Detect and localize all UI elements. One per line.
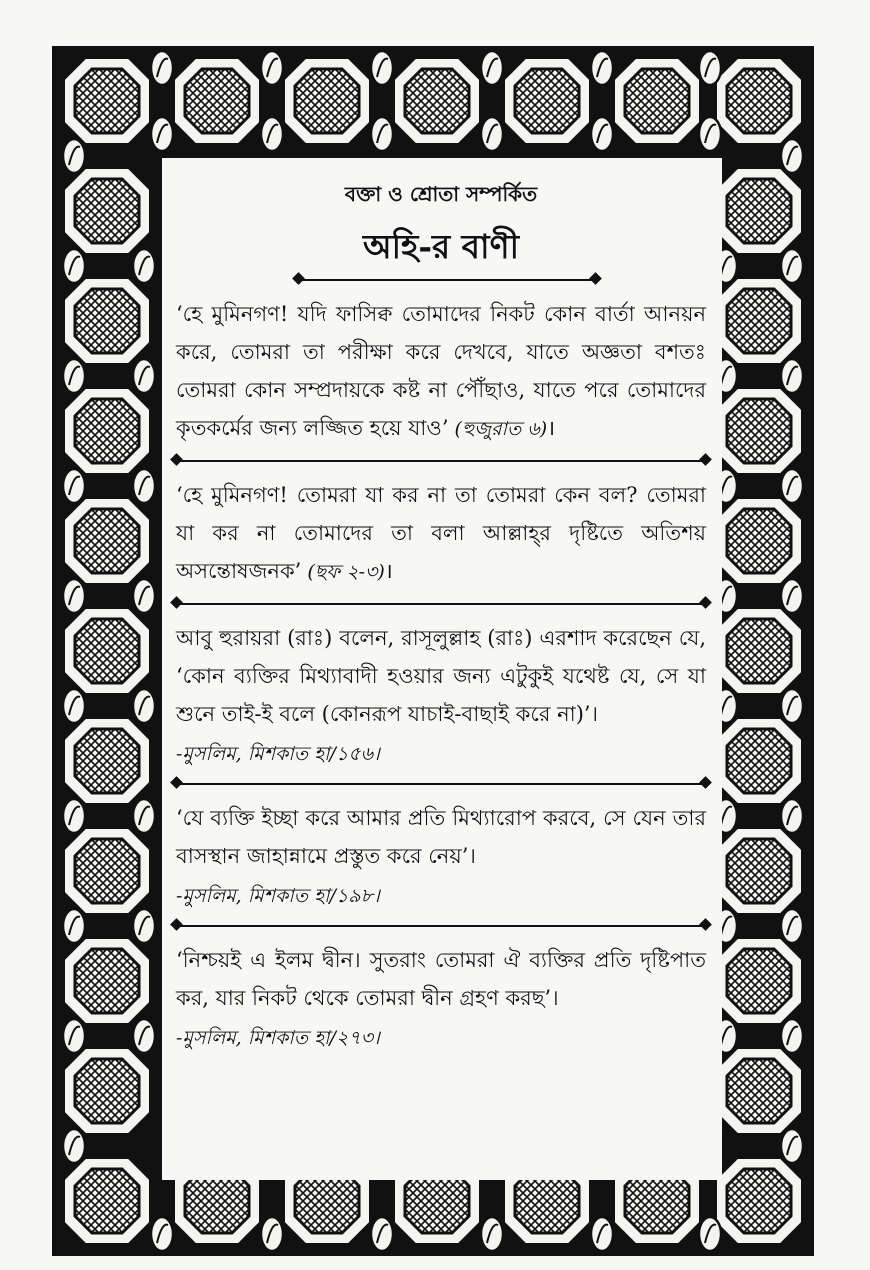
- section-divider: [176, 777, 706, 791]
- title-divider: [176, 273, 706, 287]
- reference: (হুজুরাত ৬): [448, 418, 548, 440]
- section-divider: [176, 597, 706, 611]
- page-subtitle: বক্তা ও শ্রোতা সম্পর্কিত: [344, 182, 538, 206]
- hadith-knowledge: ‘নিশ্চয়ই এ ইলম দ্বীন। সুতরাং তোমরা ঐ ব্যক্তির প্রতি দৃষ্টিপাত কর, যার নিকট থেকে তোমরা দ্বীন গ্রহণ করছ’।: [176, 948, 706, 1010]
- quote-saff: ‘হে মুমিনগণ! তোমরা যা কর না তা তোমরা কেন বল? তোমরা যা কর না তোমাদের তা বলা আল্লাহ্‌র দৃষ্টিতে অতিশয় অসন্তোষজনক’ (ছফ ২-৩)।: [176, 483, 706, 583]
- page-title: অহি-র বাণী: [362, 227, 520, 266]
- content-panel: [162, 158, 722, 1180]
- section-divider: [176, 454, 706, 468]
- reference: (ছফ ২-৩): [301, 561, 385, 583]
- hadith-source: -মুসলিম, মিশকাত হা/১৯৮।: [176, 885, 380, 907]
- hadith-source: -মুসলিম, মিশকাত হা/২৭৩।: [176, 1027, 380, 1049]
- hadith-source: -মুসলিম, মিশকাত হা/১৫৬।: [176, 743, 380, 765]
- hadith-abu-hurayra: আবু হুরায়রা (রাঃ) বলেন, রাসূলুল্লাহ (রাঃ) এরশাদ করেছেন যে, ‘কোন ব্যক্তির মিথ্যাবাদী হওয়ার জন্য এটুকুই যথেষ্ট যে, সে যা শুনে তাই-ই বলে (কোনরূপ যাচাই-বাছাই করে না)’।: [176, 626, 706, 726]
- quote-hujurat: ‘হে মুমিনগণ! যদি ফাসিক্ব তোমাদের নিকট কোন বার্তা আনয়ন করে, তোমরা তা পরীক্ষা করে দেখবে, যাতে অজ্ঞতা বশতঃ তোমরা কোন সম্প্রদায়কে কষ্ট না পৌঁছাও, যাতে পরে তোমাদের কৃতকর্মের জন্য লজ্জিত হয়ে যাও’ (হুজুরাত ৬)।: [176, 302, 706, 440]
- hadith-lying: ‘যে ব্যক্তি ইচ্ছা করে আমার প্রতি মিথ্যারোপ করবে, সে যেন তার বাসস্থান জাহান্নামে প্রস্তুত করে নেয়’।: [176, 806, 706, 868]
- section-divider: [176, 919, 706, 933]
